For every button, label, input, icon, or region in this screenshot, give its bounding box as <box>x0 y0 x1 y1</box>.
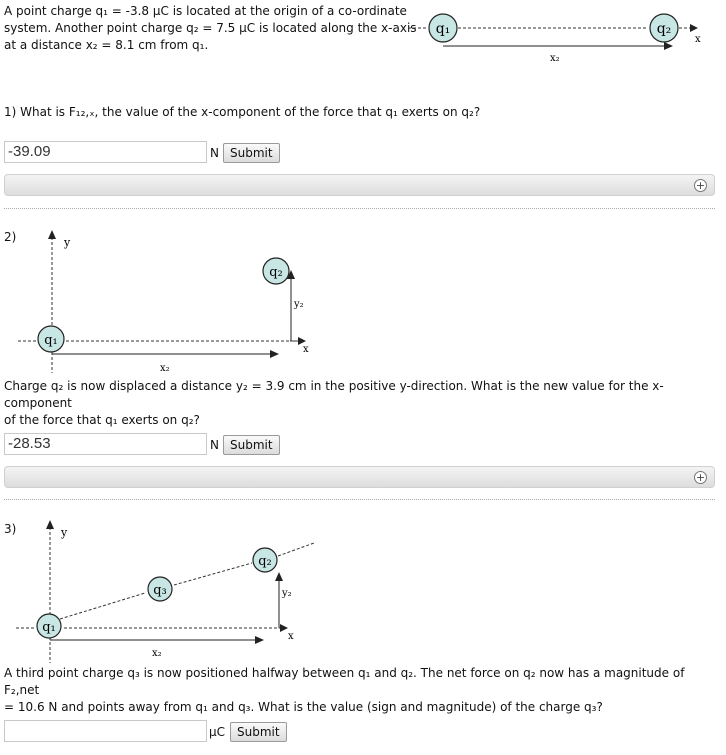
hint-2-bar[interactable] <box>4 466 715 488</box>
submit-3-button[interactable]: Submit <box>230 722 287 742</box>
diagram2-y2-label: y₂ <box>294 299 304 310</box>
submit-2-button[interactable]: Submit <box>223 435 280 455</box>
diagram2-x-label: x <box>303 344 309 355</box>
intro-line-3: at a distance x₂ = 8.1 cm from q₁. <box>4 38 209 52</box>
question-3-line-1: A third point charge q₃ is now positioned halfway between q₁ and q₂. The net force on q₂ now has a magnitude of F₂,net <box>4 666 685 697</box>
intro-line-1: A point charge q₁ = -3.8 μC is located at the origin of a co-ordinate <box>4 4 407 18</box>
intro-text <box>4 3 417 54</box>
diagram2-q1-label: q₁ <box>44 333 58 348</box>
diagram3-y-label: y <box>61 526 68 539</box>
answer-2-unit: N <box>210 438 219 452</box>
submit-1-button[interactable]: Submit <box>223 143 280 163</box>
question-3-number: 3) <box>4 522 17 536</box>
expand-1-plus-icon[interactable]: + <box>695 179 706 192</box>
diagram1-q1-label: q₁ <box>435 21 451 37</box>
diagram-1 <box>400 8 710 68</box>
intro-line-2: system. Another point charge q₂ = 7.5 μC is located along the x-axis <box>4 21 417 35</box>
answer-3-unit: μC <box>209 725 226 739</box>
diagram-2 <box>0 225 330 375</box>
answer-3-input[interactable] <box>4 720 207 742</box>
diagram3-q2-label: q₂ <box>258 554 272 569</box>
answer-1-unit: N <box>210 146 219 160</box>
question-3-prompt <box>4 665 720 716</box>
diagram1-x-label: x <box>695 34 701 45</box>
diagram2-y-label: y <box>64 236 71 249</box>
diagram3-q3-label: q₃ <box>153 583 167 598</box>
separator-1 <box>4 208 715 209</box>
question-2-number: 2) <box>4 230 17 244</box>
diagram-3 <box>0 515 330 665</box>
answer-1-input[interactable]: -39.09 <box>4 141 207 163</box>
question-3-line-2: = 10.6 N and points away from q₁ and q₃. What is the value (sign and magnitude) of the charge q₃? <box>4 700 603 714</box>
diagram1-x2-label: x₂ <box>550 53 560 64</box>
question-2-prompt <box>4 378 720 429</box>
diagram2-q2-label: q₂ <box>269 265 283 280</box>
question-2-line-2: of the force that q₁ exerts on q₂? <box>4 413 200 427</box>
question-2-line-1: Charge q₂ is now displaced a distance y₂ = 3.9 cm in the positive y-direction. What is the new value for the x-component <box>4 379 664 410</box>
separator-2 <box>4 499 715 500</box>
diagram3-q1-label: q₁ <box>42 620 56 635</box>
hint-1-bar[interactable] <box>4 174 715 196</box>
diagram2-x2-label: x₂ <box>160 363 170 374</box>
diagram3-y2-label: y₂ <box>282 588 292 599</box>
expand-2-plus-icon[interactable]: + <box>695 471 706 484</box>
diagram3-x2-label: x₂ <box>152 648 162 659</box>
question-1-prompt: 1) What is F₁₂,ₓ, the value of the x-component of the force that q₁ exerts on q₂? <box>4 105 481 119</box>
answer-2-input[interactable]: -28.53 <box>4 433 207 455</box>
diagram3-x-label: x <box>288 631 294 642</box>
diagram1-q2-label: q₂ <box>656 21 672 37</box>
